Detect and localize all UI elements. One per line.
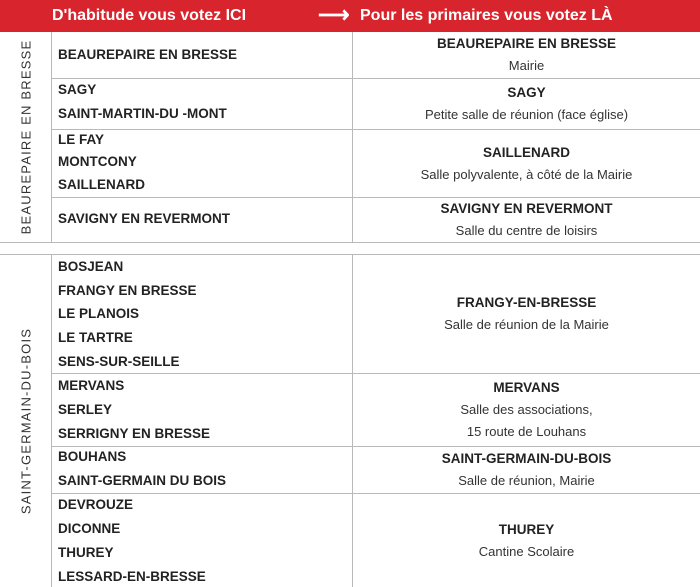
table-row (51, 198, 700, 242)
commune-name: SERLEY (58, 402, 113, 417)
location-detail: Salle de réunion de la Mairie (444, 317, 609, 332)
location-name: SAINT-GERMAIN-DU-BOIS (441, 451, 612, 466)
table-row (51, 447, 700, 494)
commune-cell (51, 255, 353, 373)
section-saint-germain (0, 255, 700, 587)
commune-name: SAINT-MARTIN-DU -MONT (58, 106, 227, 121)
location-name: SAVIGNY EN REVERMONT (440, 201, 613, 216)
commune-name: MERVANS (58, 378, 125, 393)
location-cell (353, 494, 700, 587)
location-name: BEAUREPAIRE EN BRESSE (436, 36, 617, 51)
commune-name: BEAUREPAIRE EN BRESSE (58, 47, 238, 62)
location-detail: Mairie (508, 58, 545, 73)
commune-name: DEVROUZE (58, 497, 134, 512)
location-cell (353, 79, 700, 129)
commune-name: MONTCONY (58, 154, 137, 169)
commune-name: SERRIGNY EN BRESSE (58, 426, 211, 441)
location-cell (353, 198, 700, 242)
location-detail: Petite salle de réunion (face église) (424, 107, 629, 122)
commune-name: FRANGY EN BRESSE (58, 283, 197, 298)
commune-name: SAVIGNY EN REVERMONT (58, 211, 231, 226)
commune-name: BOUHANS (58, 449, 127, 464)
commune-cell (51, 79, 353, 129)
location-detail: Salle du centre de loisirs (455, 223, 598, 238)
location-name: FRANGY-EN-BRESSE (456, 295, 597, 310)
location-detail: Salle des associations, (460, 402, 593, 417)
location-cell (353, 130, 700, 197)
section-divider (0, 242, 700, 243)
commune-name: SAILLENARD (58, 177, 145, 192)
section-label-text: BEAUREPAIRE EN BRESSE (18, 39, 33, 235)
table-row (51, 255, 700, 374)
section-label-text: SAINT-GERMAIN-DU-BOIS (18, 327, 33, 515)
table-row (51, 494, 700, 587)
commune-cell (51, 32, 353, 78)
location-name: THUREY (498, 521, 555, 537)
commune-name: BOSJEAN (58, 259, 124, 274)
section-label (0, 255, 52, 587)
commune-cell (51, 130, 353, 197)
location-name: SAILLENARD (483, 144, 570, 160)
location-name: MERVANS (493, 380, 560, 395)
location-cell (353, 32, 700, 78)
commune-name: SENS-SUR-SEILLE (58, 354, 180, 369)
commune-name: DICONNE (58, 521, 121, 536)
commune-name: LE PLANOIS (58, 306, 140, 321)
table-row (51, 130, 700, 198)
header-primary-location: Pour les primaires vous votez LÀ (360, 7, 613, 24)
commune-cell (51, 447, 353, 493)
location-name: SAGY (507, 85, 546, 100)
table-header (0, 0, 700, 32)
location-detail: Salle polyvalente, à côté de la Mairie (420, 166, 633, 182)
location-cell (353, 374, 700, 446)
table-row (51, 79, 700, 130)
commune-name: SAINT-GERMAIN DU BOIS (58, 473, 227, 488)
table-row (51, 32, 700, 79)
commune-cell (51, 374, 353, 446)
commune-cell (51, 198, 353, 242)
header-usual-location: D'habitude vous votez ICI (52, 7, 247, 24)
location-detail: 15 route de Louhans (466, 424, 587, 439)
commune-name: LE FAY (58, 132, 105, 147)
commune-name: SAGY (58, 82, 97, 97)
table-row (51, 374, 700, 447)
section-beaurepaire (0, 32, 700, 242)
location-cell (353, 255, 700, 373)
commune-name: THUREY (58, 545, 114, 560)
section-label (0, 32, 52, 242)
location-detail: Cantine Scolaire (478, 543, 575, 559)
commune-name: LE TARTRE (58, 330, 133, 345)
location-cell (353, 447, 700, 493)
location-detail: Salle de réunion, Mairie (458, 473, 595, 488)
commune-name: LESSARD-EN-BRESSE (58, 569, 206, 584)
arrow-right-icon: ⟶ (318, 2, 350, 27)
commune-cell (51, 494, 353, 587)
